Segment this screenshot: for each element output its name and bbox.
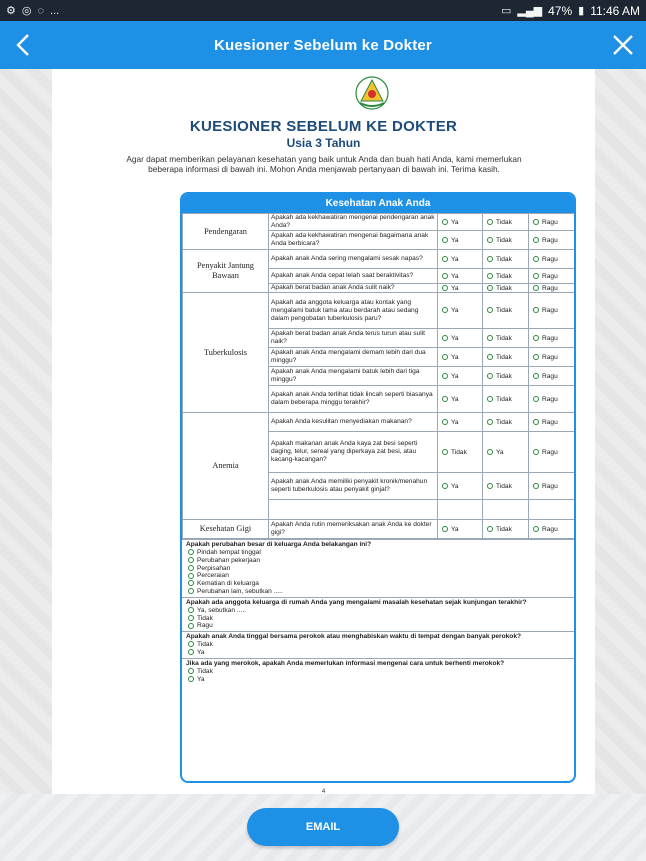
question-text: Apakah berat badan anak Anda terus turun atau sulit naik? [269, 329, 438, 348]
radio-option-label: Ya [451, 272, 459, 280]
extra-question-text: Apakah ada anggota keluarga di rumah Anda yang mengalami masalah kesehatan sejak kunjungan terakhir? [186, 598, 527, 606]
extra-question-block [182, 539, 574, 597]
radio-circle-icon [188, 549, 194, 555]
extra-radio-option-label: Pindah tempat tinggal [197, 549, 261, 556]
radio-option-ya[interactable] [438, 348, 483, 367]
radio-option-ragu[interactable] [529, 293, 575, 329]
radio-circle-icon [442, 354, 448, 360]
question-row [183, 214, 575, 231]
radio-option-label: Ya [451, 334, 459, 342]
radio-option-label: Ya [451, 236, 459, 244]
radio-circle-icon [442, 237, 448, 243]
bottom-bar [0, 794, 646, 861]
radio-option-label: Tidak [496, 418, 512, 426]
radio-option-tidak[interactable] [483, 293, 529, 329]
extra-radio-option-label: Tidak [197, 667, 213, 675]
radio-option-label: Tidak [496, 353, 512, 361]
radio-option-label: Tidak [496, 395, 512, 403]
extra-radio-option-label: Tidak [197, 614, 213, 622]
question-text: Apakah makanan anak Anda kaya zat besi seperti daging, telur, sereal yang diperkaya zat besi, atau kacang-kacangan? [269, 432, 438, 473]
radio-circle-icon [487, 483, 493, 489]
radio-option-ragu[interactable] [529, 367, 575, 386]
extra-radio-option-label: Ya, sebutkan ..... [197, 606, 246, 614]
radio-option-ya[interactable] [438, 250, 483, 269]
radio-option-label: Ragu [542, 353, 558, 361]
health-questions-table [182, 213, 575, 539]
instagram-icon: ◎ [21, 5, 32, 17]
question-text: Apakah Anda rutin memeriksakan anak Anda ke dokter gigi? [269, 520, 438, 539]
radio-option-label: Ragu [542, 525, 558, 533]
radio-option-tidak[interactable] [483, 214, 529, 231]
radio-circle-icon [533, 396, 539, 402]
extra-radio-option-label: Ya [197, 648, 205, 656]
radio-circle-icon [188, 676, 194, 682]
idai-logo-icon [353, 75, 391, 111]
radio-circle-icon [188, 615, 194, 621]
extra-radio-option[interactable] [186, 668, 570, 676]
radio-option-ragu[interactable] [529, 250, 575, 269]
radio-option-label: Ya [451, 284, 459, 292]
radio-option-ragu[interactable] [529, 520, 575, 539]
radio-option-label: Ragu [542, 334, 558, 342]
extra-question-text: Apakah anak Anda tinggal bersama perokok atau menghabiskan waktu di tempat dengan banyak perokok? [186, 633, 522, 641]
status-bar [0, 0, 646, 21]
radio-circle-icon [442, 373, 448, 379]
radio-circle-icon [442, 419, 448, 425]
radio-option-ragu[interactable] [529, 413, 575, 432]
radio-option-label: Ya [451, 372, 459, 380]
extra-radio-option-label: Perpisahan [197, 564, 231, 572]
question-text: Apakah anak Anda mengalami demam lebih dari dua minggu? [269, 348, 438, 367]
radio-circle-icon [442, 285, 448, 291]
document-page [52, 69, 595, 794]
radio-circle-icon [188, 580, 194, 586]
extra-radio-option[interactable] [186, 580, 570, 588]
battery-icon: ▮ [578, 5, 585, 17]
radio-option-ya[interactable] [438, 269, 483, 284]
radio-option-label: Tidak [496, 525, 512, 533]
category-label: Penyakit Jantung Bawaan [183, 250, 269, 293]
extra-questions [182, 539, 574, 684]
radio-option-ragu[interactable] [529, 386, 575, 413]
question-text: Apakah anak Anda memiliki penyakit kronik/menahun seperti tuberkulosis atau penyakit ginjal? [269, 473, 438, 500]
question-text: Apakah berat badan anak Anda sulit naik? [269, 284, 438, 293]
extra-radio-option-label: Perubahan lain, sebutkan ..... [197, 587, 283, 595]
radio-option-label: Ragu [542, 284, 558, 292]
radio-option-ragu[interactable] [529, 284, 575, 293]
extra-radio-option[interactable] [186, 557, 570, 565]
question-text: Apakah ada anggota keluarga atau kontak yang mengalami batuk lama atau berdarah atau sedang dalam pengobatan tuberkulosis paru? [269, 293, 438, 329]
question-text [269, 500, 438, 520]
signal-icon: ▂▄▆ [517, 5, 543, 17]
radio-option-tidak[interactable] [483, 329, 529, 348]
radio-circle-icon [487, 354, 493, 360]
radio-option-tidak[interactable] [483, 269, 529, 284]
radio-option-ya[interactable] [483, 432, 529, 473]
radio-option-label: Tidak [496, 284, 512, 292]
radio-circle-icon [533, 273, 539, 279]
radio-option-label: Ragu [542, 272, 558, 280]
radio-option-label: Ya [496, 448, 504, 456]
radio-circle-icon [533, 237, 539, 243]
radio-option-label: Ya [451, 255, 459, 263]
question-row [183, 413, 575, 432]
radio-option-tidak[interactable] [483, 348, 529, 367]
extra-radio-option[interactable] [186, 676, 570, 684]
radio-option-label: Tidak [496, 334, 512, 342]
radio-option-tidak[interactable] [483, 473, 529, 500]
app-title: Kuesioner Sebelum ke Dokter [214, 36, 432, 54]
empty-cell [529, 500, 575, 520]
radio-option-label: Ragu [542, 218, 558, 226]
extra-radio-option[interactable] [186, 622, 570, 630]
radio-option-label: Tidak [451, 448, 467, 456]
radio-option-label: Ragu [542, 448, 558, 456]
radio-circle-icon [442, 307, 448, 313]
radio-circle-icon [533, 256, 539, 262]
radio-circle-icon [188, 641, 194, 647]
radio-option-label: Ragu [542, 307, 558, 314]
radio-circle-icon [533, 307, 539, 313]
radio-option-tidak[interactable] [483, 386, 529, 413]
radio-option-ragu[interactable] [529, 329, 575, 348]
question-text: Apakah anak Anda sering mengalami sesak napas? [269, 250, 438, 269]
radio-circle-icon [487, 419, 493, 425]
radio-option-ya[interactable] [438, 231, 483, 250]
radio-option-label: Tidak [496, 372, 512, 380]
extra-radio-option-label: Ragu [197, 622, 213, 630]
radio-option-ragu[interactable] [529, 348, 575, 367]
radio-circle-icon [487, 273, 493, 279]
radio-option-label: Ragu [542, 255, 558, 263]
radio-circle-icon [487, 219, 493, 225]
back-button[interactable] [10, 32, 36, 58]
page-number: 4 [321, 789, 326, 794]
extra-question-text: Jika ada yang merokok, apakah Anda memerlukan informasi mengenai cara untuk berhenti merokok? [186, 659, 505, 667]
radio-option-label: Ragu [542, 418, 558, 426]
app-bar [0, 21, 646, 69]
radio-circle-icon [533, 483, 539, 489]
question-text: Apakah anak Anda mengalami batuk lebih dari tiga minggu? [269, 367, 438, 386]
radio-circle-icon [533, 526, 539, 532]
radio-option-label: Ya [451, 418, 459, 426]
radio-circle-icon [188, 588, 194, 594]
radio-circle-icon [533, 354, 539, 360]
extra-radio-option[interactable] [186, 607, 570, 615]
radio-circle-icon [487, 256, 493, 262]
radio-circle-icon [442, 396, 448, 402]
radio-option-ya[interactable] [438, 473, 483, 500]
radio-option-ya[interactable] [438, 520, 483, 539]
radio-circle-icon [188, 573, 194, 579]
radio-circle-icon [442, 273, 448, 279]
radio-option-label: Ragu [542, 395, 558, 403]
question-row [183, 293, 575, 329]
more-notifications: ... [50, 4, 60, 17]
radio-option-ya[interactable] [438, 367, 483, 386]
radio-option-label: Ya [451, 353, 459, 361]
radio-option-ya[interactable] [438, 284, 483, 293]
question-text: Apakah Anda kesulitan menyediakan makanan? [269, 413, 438, 432]
questionnaire-card [180, 192, 576, 783]
empty-cell [438, 500, 483, 520]
extra-question-block [182, 597, 574, 631]
extra-question-text: Apakah perubahan besar di keluarga Anda belakangan ini? [186, 541, 372, 548]
radio-option-tidak[interactable] [483, 250, 529, 269]
extra-radio-option-label: Kematian di keluarga [197, 580, 259, 588]
radio-option-label: Ya [451, 307, 459, 314]
document-title: KUESIONER SEBELUM KE DOKTER [189, 118, 458, 135]
radio-circle-icon [188, 668, 194, 674]
question-text: Apakah anak Anda cepat lelah saat beraktivitas? [269, 269, 438, 284]
document-viewer[interactable] [0, 69, 646, 794]
radio-option-ya[interactable] [438, 413, 483, 432]
radio-option-label: Ragu [542, 482, 558, 490]
section-title: Kesehatan Anak Anda [182, 194, 574, 213]
radio-option-label: Tidak [496, 482, 512, 490]
radio-option-label: Ya [451, 525, 459, 533]
extra-radio-option-label: Tidak [197, 641, 213, 649]
battery-percent: 47% [548, 3, 573, 18]
radio-option-ya[interactable] [438, 329, 483, 348]
radio-option-ya[interactable] [438, 293, 483, 329]
extra-radio-option[interactable] [186, 641, 570, 649]
intro-text: Agar dapat memberikan pelayanan kesehatan yang baik untuk Anda dan buah hati Anda, kami memerlukan beberapa informasi di bawah ini. Mohon Anda menjawab pertanyaan di bawah ini. Terima kasih. [126, 154, 522, 174]
radio-option-ragu[interactable] [529, 214, 575, 231]
radio-option-ragu[interactable] [529, 432, 575, 473]
radio-circle-icon [442, 335, 448, 341]
extra-radio-option-label: Perubahan pekerjaan [197, 556, 261, 564]
radio-circle-icon [533, 285, 539, 291]
radio-circle-icon [188, 623, 194, 629]
radio-option-ragu[interactable] [529, 231, 575, 250]
radio-option-tidak[interactable] [438, 432, 483, 473]
radio-circle-icon [487, 237, 493, 243]
radio-option-tidak[interactable] [483, 231, 529, 250]
radio-circle-icon [442, 219, 448, 225]
radio-option-label: Tidak [496, 218, 512, 226]
radio-circle-icon [442, 526, 448, 532]
radio-option-label: Tidak [496, 255, 512, 263]
radio-circle-icon [487, 285, 493, 291]
extra-radio-option-label: Perceraian [197, 572, 229, 580]
question-text: Apakah ada kekhawatiran mengenai bagaimana anak Anda berbicara? [269, 231, 438, 250]
radio-circle-icon [533, 335, 539, 341]
question-row [183, 520, 575, 539]
radio-circle-icon [188, 557, 194, 563]
radio-option-label: Ya [451, 482, 459, 490]
radio-circle-icon [487, 307, 493, 313]
radio-circle-icon [188, 649, 194, 655]
extra-radio-option-label: Ya [197, 675, 205, 683]
extra-radio-option[interactable] [186, 572, 570, 580]
cast-icon: ▭ [500, 5, 512, 17]
radio-option-label: Ya [451, 218, 459, 226]
email-button[interactable]: EMAIL [247, 808, 399, 846]
radio-circle-icon [442, 449, 448, 455]
radio-circle-icon [487, 373, 493, 379]
radio-option-label: Tidak [496, 307, 512, 314]
radio-option-ya[interactable] [438, 386, 483, 413]
extra-radio-option[interactable] [186, 549, 570, 557]
radio-option-tidak[interactable] [483, 367, 529, 386]
category-label: Tuberkulosis [183, 293, 269, 413]
radio-circle-icon [487, 396, 493, 402]
radio-circle-icon [442, 483, 448, 489]
empty-cell [483, 500, 529, 520]
radio-option-label: Ragu [542, 372, 558, 380]
question-text: Apakah anak Anda terlihat tidak lincah seperti biasanya dalam beberapa minggu terakhir? [269, 386, 438, 413]
close-icon [612, 34, 634, 56]
close-button[interactable] [610, 32, 636, 58]
radio-circle-icon [487, 449, 493, 455]
extra-question-block [182, 658, 574, 685]
radio-circle-icon [188, 565, 194, 571]
radio-option-tidak[interactable] [483, 413, 529, 432]
clock: 11:46 AM [590, 3, 640, 18]
radio-option-label: Tidak [496, 236, 512, 244]
category-label: Anemia [183, 413, 269, 520]
extra-radio-option[interactable] [186, 588, 570, 596]
radio-option-label: Ya [451, 395, 459, 403]
radio-option-tidak[interactable] [483, 520, 529, 539]
radio-circle-icon [533, 373, 539, 379]
radio-option-label: Tidak [496, 272, 512, 280]
whatsapp-icon: ◌ [37, 4, 45, 17]
radio-option-tidak[interactable] [483, 284, 529, 293]
radio-circle-icon [188, 607, 194, 613]
radio-circle-icon [487, 526, 493, 532]
extra-radio-option[interactable] [186, 649, 570, 657]
document-subtitle: Usia 3 Tahun [286, 136, 361, 150]
radio-circle-icon [487, 335, 493, 341]
radio-option-label: Ragu [542, 236, 558, 244]
question-row [183, 250, 575, 269]
radio-circle-icon [533, 219, 539, 225]
radio-circle-icon [442, 256, 448, 262]
extra-radio-option[interactable] [186, 615, 570, 623]
radio-option-ragu[interactable] [529, 473, 575, 500]
radio-circle-icon [533, 419, 539, 425]
back-arrow-icon [16, 33, 30, 57]
category-label: Kesehatan Gigi [183, 520, 269, 539]
extra-question-block [182, 631, 574, 658]
radio-option-ya[interactable] [438, 214, 483, 231]
question-text: Apakah ada kekhawatiran mengenai pendengaran anak Anda? [269, 214, 438, 231]
radio-circle-icon [533, 449, 539, 455]
extra-radio-option[interactable] [186, 565, 570, 573]
category-label: Pendengaran [183, 214, 269, 250]
gear-icon: ⚙ [6, 5, 16, 17]
radio-option-ragu[interactable] [529, 269, 575, 284]
